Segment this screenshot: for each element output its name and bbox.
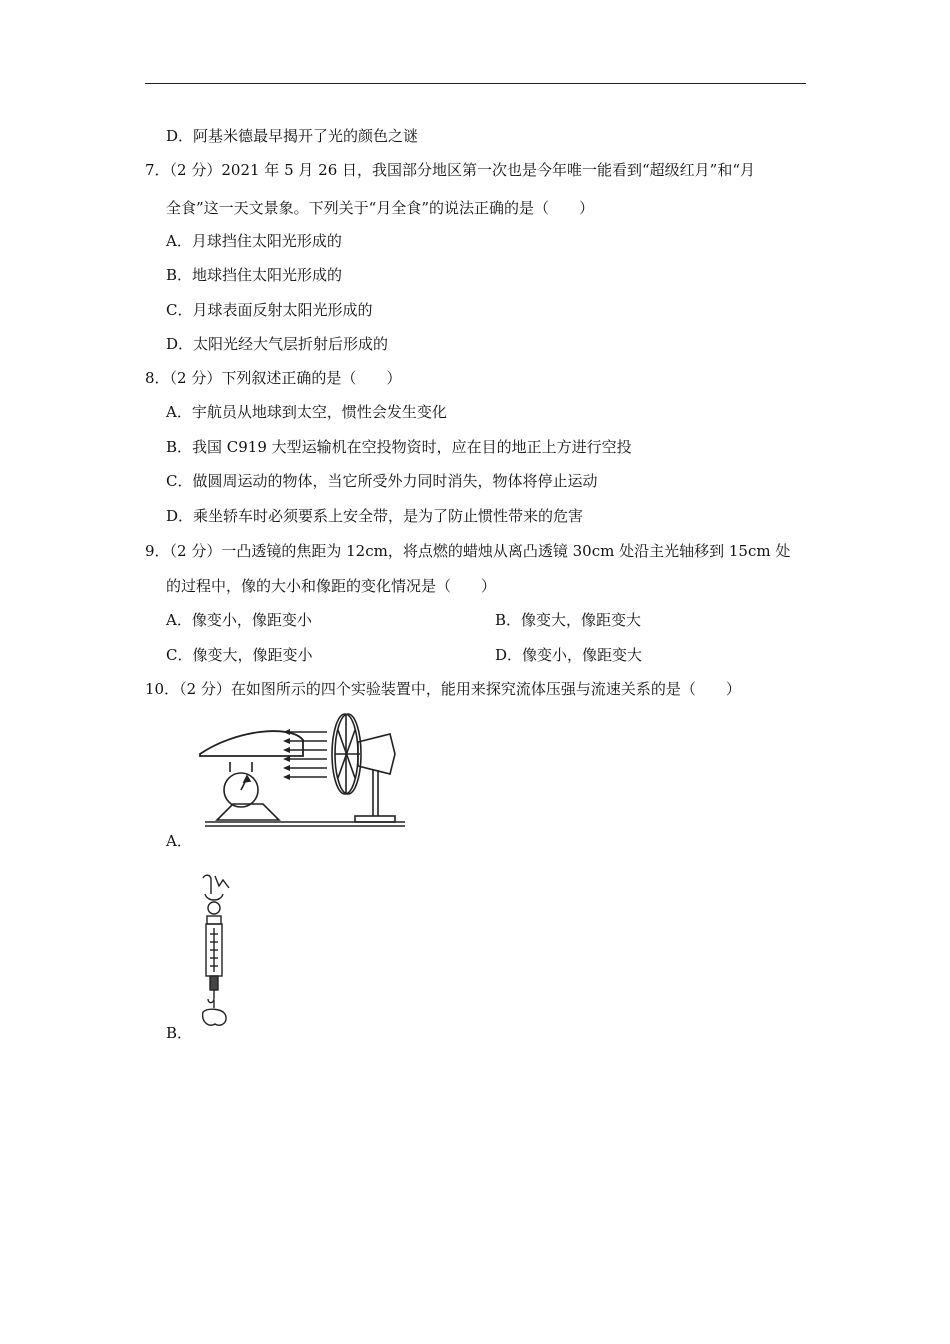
q7-option-c: C．月球表面反射太阳光形成的	[166, 301, 373, 319]
figure-b-spring-scale	[195, 872, 245, 1032]
figure-a-label: A．	[166, 832, 192, 850]
figure-b-label: B．	[166, 1024, 193, 1042]
q9-option-a: A．像变小，像距变小	[166, 611, 312, 629]
figure-a-wing-fan-apparatus	[195, 712, 415, 832]
q7-option-b: B．地球挡住太阳光形成的	[166, 266, 343, 284]
q8-option-a: A．宇航员从地球到太空，惯性会发生变化	[166, 403, 447, 421]
q6-option-d: D．阿基米德最早揭开了光的颜色之谜	[166, 127, 419, 145]
q9-option-d: D．像变小，像距变大	[495, 646, 643, 664]
q9-stem-line1: 9．（2 分）一凸透镜的焦距为 12cm，将点燃的蜡烛从离凸透镜 30cm 处沿主光轴移到 15cm 处	[145, 542, 791, 560]
q7-stem-line2: 全食”这一天文景象。下列关于“月全食”的说法正确的是（ ）	[166, 199, 595, 217]
q10-stem: 10．（2 分）在如图所示的四个实验装置中，能用来探究流体压强与流速关系的是（ ）	[145, 680, 741, 698]
header-rule	[145, 83, 806, 84]
q8-option-d: D．乘坐轿车时必须要系上安全带，是为了防止惯性带来的危害	[166, 507, 584, 525]
q8-option-b: B．我国 C919 大型运输机在空投物资时，应在目的地正上方进行空投	[166, 438, 632, 456]
q7-option-a: A．月球挡住太阳光形成的	[166, 232, 342, 250]
q8-option-c: C．做圆周运动的物体，当它所受外力同时消失，物体将停止运动	[166, 472, 598, 490]
q7-option-d: D．太阳光经大气层折射后形成的	[166, 335, 389, 353]
q9-option-b: B．像变大，像距变大	[495, 611, 642, 629]
q9-option-c: C．像变大，像距变小	[166, 646, 313, 664]
q8-stem: 8．（2 分）下列叙述正确的是（ ）	[145, 369, 402, 387]
q7-stem-line1: 7．（2 分）2021 年 5 月 26 日，我国部分地区第一次也是今年唯一能看到“超级红月”和“月	[145, 161, 756, 179]
q9-stem-line2: 的过程中，像的大小和像距的变化情况是（ ）	[166, 577, 497, 595]
